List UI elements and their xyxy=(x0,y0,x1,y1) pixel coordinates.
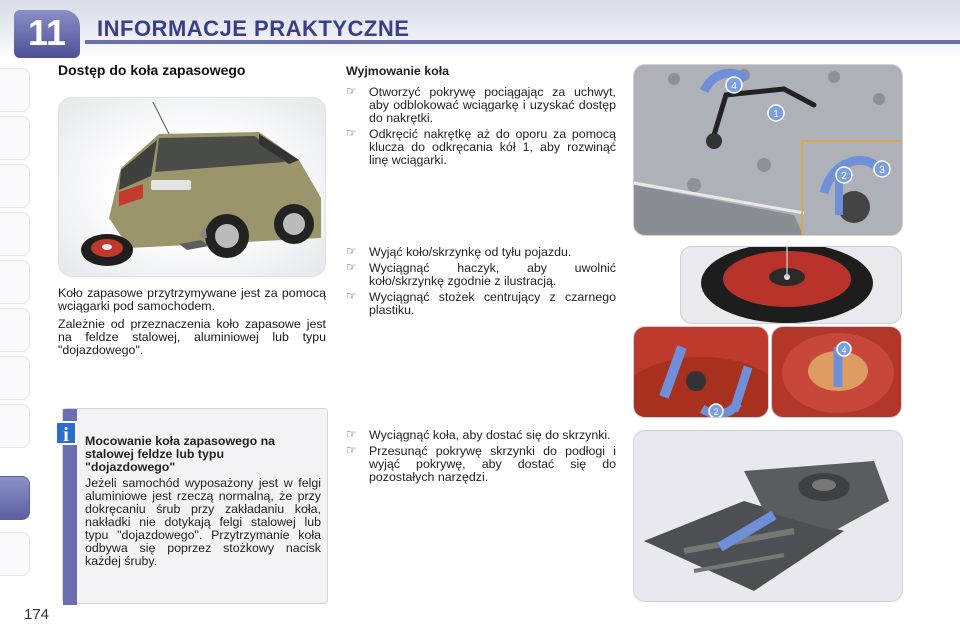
hook-release-illustration xyxy=(633,326,769,418)
chapter-tab[interactable] xyxy=(0,68,30,112)
callout-label: 2 xyxy=(841,171,847,182)
list-item-text: Wyciągnąć haczyk, aby uwolnić koło/skrzynkę zgodnie z ilustracją. xyxy=(369,261,616,288)
chapter-tab[interactable] xyxy=(0,260,30,304)
callout-label: 3 xyxy=(879,165,885,176)
paragraph: Koło zapasowe przytrzymywane jest za pomocą wciągarki pod samochodem. xyxy=(58,286,326,313)
list-item xyxy=(346,429,616,442)
spare-wheel-illustration xyxy=(680,246,902,324)
list-item-text: Wyjąć koło/skrzynkę od tyłu pojazdu. xyxy=(369,245,572,259)
hook-release-icon xyxy=(634,327,769,418)
spare-wheel-icon xyxy=(681,247,902,324)
centering-cone-icon xyxy=(772,327,902,418)
info-title: Mocowanie koła zapasowego na stalowej feldze lub typu "dojazdowego" xyxy=(85,434,276,474)
toolbox-icon xyxy=(634,431,903,602)
pointing-hand-icon: ☞ xyxy=(346,289,357,303)
instruction-list xyxy=(346,86,616,170)
toolbox-illustration xyxy=(633,430,903,602)
chapter-tab[interactable] xyxy=(0,404,30,448)
list-item-text: Wyciągnąć koła, aby dostać się do skrzynki. xyxy=(369,428,611,442)
chapter-tab[interactable] xyxy=(0,308,30,352)
callout-label: 1 xyxy=(773,109,779,120)
chapter-tab[interactable] xyxy=(0,356,30,400)
list-item xyxy=(346,128,616,167)
callout-label: 4 xyxy=(841,345,847,355)
instruction-list xyxy=(346,246,616,320)
list-item xyxy=(346,445,616,484)
list-item xyxy=(346,86,616,125)
pointing-hand-icon: ☞ xyxy=(346,84,357,98)
pointing-hand-icon: ☞ xyxy=(346,260,357,274)
trunk-floor-illustration xyxy=(633,64,903,236)
centering-cone-illustration xyxy=(771,326,902,418)
chapter-tabs xyxy=(0,60,32,580)
list-item-text: Otworzyć pokrywę pociągając za uchwyt, aby odblokować wciągarkę i uzyskać dostęp do nakrętki. xyxy=(369,85,616,125)
section-title: Dostęp do koła zapasowego xyxy=(58,62,246,78)
callout-label: 2 xyxy=(713,407,719,417)
list-item-text: Odkręcić nakrętkę aż do oporu za pomocą klucza do odkręcania kół 1, aby rozwinąć linę wciągarki. xyxy=(369,127,616,167)
chapter-tab-active[interactable] xyxy=(0,476,30,520)
chapter-title: INFORMACJE PRAKTYCZNE xyxy=(97,16,410,41)
list-item-text: Wyciągnąć stożek centrujący z czarnego plastiku. xyxy=(369,290,616,317)
chapter-tab[interactable] xyxy=(0,164,30,208)
paragraph: Zależnie od przeznaczenia koło zapasowe jest na feldze stalowej, aluminiowej lub typu "dojazdowego". xyxy=(58,317,326,357)
chapter-tab[interactable] xyxy=(0,116,30,160)
subsection-title: Wyjmowanie koła xyxy=(346,64,450,78)
car-illustration xyxy=(58,97,326,277)
list-item xyxy=(346,262,616,288)
pointing-hand-icon: ☞ xyxy=(346,427,357,441)
chapter-tab[interactable] xyxy=(0,532,30,576)
info-text: Jeżeli samochód wyposażony jest w felgi aluminiowe jest rzeczą normalną, że przy dokręcaniu śrub przy zakładaniu koła, nakładki nie dotykają felgi stalowej lub typu "dojazdowego". Przytrzymanie koła odbywa się poprzez stożkowy nacisk każdej śruby. xyxy=(85,476,321,568)
info-box xyxy=(62,408,328,604)
instruction-list xyxy=(346,429,616,487)
info-icon: i xyxy=(55,421,77,445)
car-spare-wheel-icon xyxy=(59,98,326,277)
list-item xyxy=(346,291,616,317)
chapter-badge: 11 xyxy=(14,10,80,58)
list-item xyxy=(346,246,616,259)
pointing-hand-icon: ☞ xyxy=(346,443,357,457)
pointing-hand-icon: ☞ xyxy=(346,126,357,140)
callout-label: 4 xyxy=(731,81,737,92)
pointing-hand-icon: ☞ xyxy=(346,244,357,258)
winch-access-icon xyxy=(634,65,903,236)
list-item-text: Przesunąć pokrywę skrzynki do podłogi i wyjąć pokrywę, aby dostać się do pozostałych narzędzi. xyxy=(369,444,616,484)
page-number: 174 xyxy=(24,606,50,623)
chapter-tab[interactable] xyxy=(0,212,30,256)
